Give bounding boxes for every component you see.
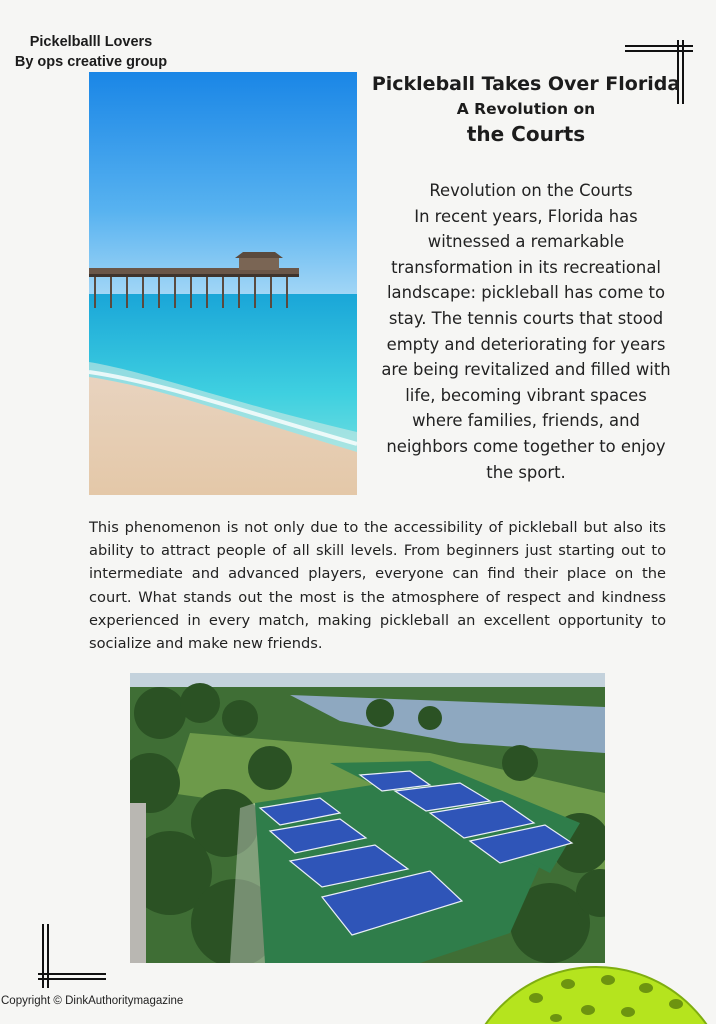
intro-text-block: [378, 178, 674, 485]
brand-name: Pickelballl Lovers: [29, 34, 153, 50]
article-subtitle-line1: A Revolution on: [456, 100, 596, 118]
pickleball-courts-aerial-photo: [130, 673, 605, 963]
body-paragraph: This phenomenon is not only due to the accessibility of pickleball but also its ability to attract people of all skill levels. From beginners just starting out to intermediate and advanced players, everyone can find their place on the court. What stands out the most is the atmosphere of respect and kindness experienced in every match, making pickleball an excellent opportunity to socialize and make new friends.: [89, 519, 666, 653]
beach-pier-photo: [89, 72, 357, 495]
copyright-notice: Copyright © DinkAuthoritymagazine: [1, 995, 184, 1007]
article-title: Pickleball Takes Over Florida: [371, 73, 681, 95]
article-subtitle-line2: the Courts: [466, 122, 586, 146]
pickleball-icon: [468, 962, 716, 1024]
corner-ornament-bottom-left: [36, 922, 108, 990]
article-title-block: [366, 70, 686, 148]
brand-byline: By ops creative group: [14, 54, 168, 70]
intro-heading: Revolution on the Courts: [429, 181, 633, 200]
brand-block: [6, 32, 176, 72]
intro-paragraph: In recent years, Florida has witnessed a remarkable transformation in its recreational landscape: pickleball has come to stay. The tennis courts that stood empty and deteriorating for years are being revitalized and filled with life, becoming vibrant spaces where families, friends, and neighbors come together to enjoy the sport.: [381, 206, 671, 482]
